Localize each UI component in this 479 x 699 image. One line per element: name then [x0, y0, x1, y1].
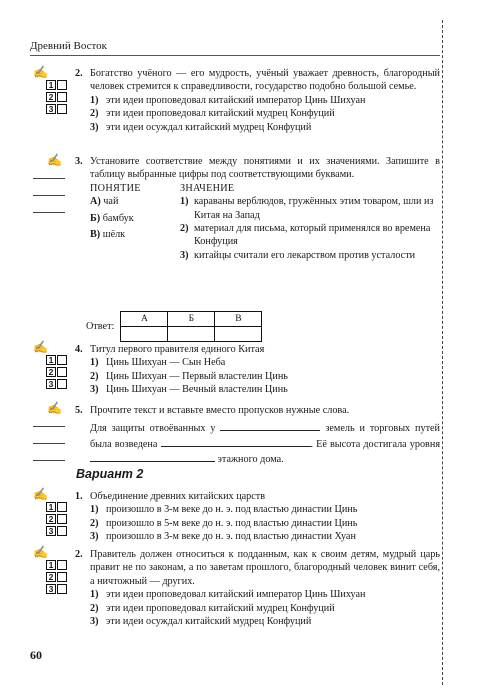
answer-line[interactable]: [33, 178, 65, 179]
page-number: 60: [30, 648, 42, 662]
checkbox-number: 3: [46, 526, 56, 536]
answer-col-header: В: [215, 312, 262, 327]
answer-lines: [33, 426, 65, 477]
checkbox-number: 1: [46, 80, 56, 90]
pencil-icon: ✍: [47, 153, 62, 167]
answer-col-header: А: [121, 312, 168, 327]
answer-checkbox[interactable]: [57, 92, 67, 102]
task-5: [76, 404, 440, 467]
task-number: 2.: [75, 549, 83, 560]
answer-checkbox[interactable]: [57, 502, 67, 512]
answer-checkbox[interactable]: [57, 80, 67, 90]
meaning-item: 2) материал для письма, который применялся во времена Конфуция: [180, 223, 431, 248]
v2-task-1: [76, 490, 440, 544]
answer-checkbox[interactable]: [57, 355, 67, 365]
concept-item: В) шёлк: [90, 229, 126, 241]
answer-checkbox[interactable]: [57, 104, 67, 114]
answer-line[interactable]: [33, 460, 65, 461]
answer-lines: [33, 178, 65, 229]
task-number: 1.: [75, 491, 83, 502]
answer-checkbox[interactable]: [57, 367, 67, 377]
answer-label: Ответ:: [86, 320, 115, 332]
checkbox-number: 3: [46, 584, 56, 594]
checkbox-number: 2: [46, 92, 56, 102]
pencil-icon: ✍: [47, 401, 62, 415]
concept-heading: ПОНЯТИЕ: [90, 182, 141, 194]
answer-checkbox[interactable]: [57, 526, 67, 536]
answer-line[interactable]: [33, 426, 65, 427]
answer-checkbox[interactable]: [57, 514, 67, 524]
answer-checkboxes: [46, 354, 67, 390]
pencil-icon: ✍: [33, 487, 48, 501]
answer-cell[interactable]: [121, 327, 168, 342]
answer-col-header: Б: [168, 312, 215, 327]
option[interactable]: 1) произошло в 3-м веке до н. э. под властью династии Цинь: [90, 504, 358, 516]
header-rule: [30, 55, 440, 56]
option[interactable]: 3) эти идеи осуждал китайский мудрец Конфуций: [90, 616, 312, 628]
task-text: Установите соответствие между понятиями и их значениями. Запишите в таблицу выбранные цифры под соответствующими буквами.: [90, 156, 440, 181]
answer-cell[interactable]: [215, 327, 262, 342]
task-number: 3.: [75, 156, 83, 167]
pencil-icon: ✍: [33, 545, 48, 559]
task-text: Объединение древних китайских царств: [90, 491, 266, 502]
concept-item: А) чай: [90, 196, 119, 208]
pencil-icon: ✍: [33, 65, 48, 79]
option[interactable]: 3) Цинь Шихуан — Вечный властелин Цинь: [90, 384, 288, 396]
answer-checkbox[interactable]: [57, 560, 67, 570]
matching-columns: [90, 182, 440, 262]
option[interactable]: 2) эти идеи проповедовал китайский мудрец Конфуций: [90, 602, 335, 614]
option[interactable]: 2) произошло в 5-м веке до н. э. под властью династии Цинь: [90, 517, 358, 529]
pencil-icon: ✍: [33, 340, 48, 354]
blank-field[interactable]: [161, 436, 311, 447]
option[interactable]: 3) эти идеи осуждал китайский мудрец Конфуций: [90, 121, 312, 133]
answer-line[interactable]: [33, 212, 65, 213]
option[interactable]: 1) Цинь Шихуан — Сын Неба: [90, 357, 226, 369]
option[interactable]: 1) эти идеи проповедовал китайский император Цинь Шихуан: [90, 589, 366, 601]
task-number: 5.: [75, 405, 83, 416]
answer-checkbox[interactable]: [57, 572, 67, 582]
answer-line[interactable]: [33, 443, 65, 444]
answer-checkboxes: [46, 501, 67, 537]
answer-checkbox[interactable]: [57, 379, 67, 389]
task-text: Прочтите текст и вставьте вместо пропусков нужные слова.: [90, 405, 350, 416]
checkbox-number: 2: [46, 572, 56, 582]
v2-task-2: [76, 548, 440, 628]
answer-cell[interactable]: [168, 327, 215, 342]
task-text: Богатство учёного — его мудрость, учёный уважает древность, благородный человек стремится к справедливости, государство подобно большой семье.: [90, 68, 440, 93]
checkbox-number: 1: [46, 502, 56, 512]
task-text: Титул первого правителя единого Китая: [90, 344, 265, 355]
variant-heading: Вариант 2: [76, 467, 144, 481]
concept-item: Б) бамбук: [90, 212, 134, 224]
answer-table: [86, 311, 262, 342]
task-4: [76, 343, 440, 397]
task-3: [76, 155, 440, 262]
checkbox-number: 2: [46, 367, 56, 377]
task-number: 4.: [75, 344, 83, 355]
page-header: Древний Восток: [30, 40, 107, 52]
answer-checkbox[interactable]: [57, 584, 67, 594]
blank-field[interactable]: [90, 451, 215, 462]
meaning-heading: ЗНАЧЕНИЕ: [180, 182, 235, 194]
task-2: [76, 67, 440, 134]
checkbox-number: 1: [46, 355, 56, 365]
answer-line[interactable]: [33, 195, 65, 196]
option[interactable]: 2) эти идеи проповедовал китайский мудрец Конфуций: [90, 108, 335, 120]
checkbox-number: 3: [46, 104, 56, 114]
task-number: 2.: [75, 68, 83, 79]
checkbox-number: 1: [46, 560, 56, 570]
option[interactable]: 2) Цинь Шихуан — Первый властелин Цинь: [90, 370, 288, 382]
answer-checkboxes: [46, 79, 67, 115]
answer-checkboxes: [46, 559, 67, 595]
option[interactable]: 1) эти идеи проповедовал китайский император Цинь Шихуан: [90, 94, 366, 106]
cut-line: [442, 20, 443, 685]
option[interactable]: 3) произошло в 3-м веке до н. э. под властью династии Хуан: [90, 531, 356, 543]
task-text: Правитель должен относиться к подданным, как к своим детям, мудрый царь правит не по законам, а по заветам прошлого, благородный человек винит себя, а ничтожный — других.: [90, 549, 440, 587]
meaning-item: 3) китайцы считали его лекарством против усталости: [180, 249, 416, 261]
checkbox-number: 2: [46, 514, 56, 524]
blank-field[interactable]: [220, 420, 320, 431]
fill-in-text: Для защиты отвоёванных у земель и торговых путей была возведена . Её высота достигала уровня этажного дома.: [90, 420, 440, 466]
checkbox-number: 3: [46, 379, 56, 389]
meaning-item: 1) караваны верблюдов, гружённых этим товаром, шли из Китая на Запад: [180, 196, 434, 221]
